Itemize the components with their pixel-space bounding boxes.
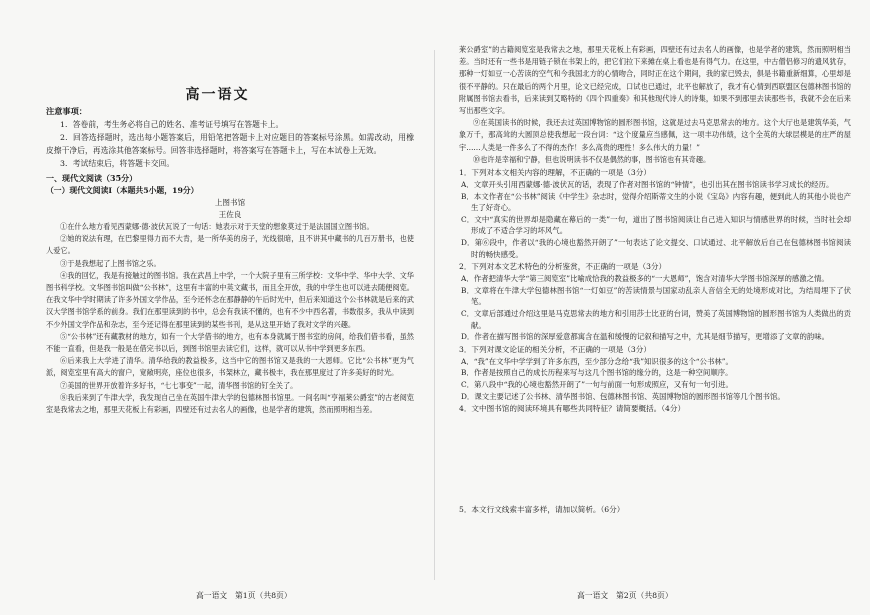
notice-item: 1．答卷前，考生务必将自己的姓名、准考证号填写在答题卡上。 [60,120,284,129]
question-option: C．文中“真实的世界却是隐藏在幕后的一类”一句，道出了图书馆阅读让自己进入知识与情感世界的时候，当时社会却形成了不适合学习的坏风气。 [461,214,851,236]
article-paragraph: ⑩也许是幸福和宁静，但也说明读书不仅是偶然的事，图书馆也有其奇趣。 [473,154,711,164]
question-stem: 3．下列对课文论证的相关分析，不正确的一项是（3分） [459,344,651,354]
right-page-body [459,44,851,516]
page-footer: 高一语文 第2页（共8页） [577,591,673,600]
question-option: B．文章将在牛津大学包德林图书馆“一灯如豆”的苦读情景与国家动乱亲人音信全无的处境形成对比，为结局埋下了伏笔。 [461,285,851,307]
article-paragraph: ①在什么地方看见西蒙娜·德·波伏瓦说了一句话：她表示对于天堂的想象莫过于是法国国立图书馆。 [60,222,374,231]
question-option: C．文章后部通过介绍这里是马克思常去的地方和引用莎士比亚的台词，赞美了英国博物馆的圆形图书馆为人类做出的贡献。 [461,308,851,330]
question-option: B．本文作者在“公书林”阅读《中学生》杂志时，觉得介绍斯蒂文生的小说《宝岛》内容有趣，便到此人的其他小说也产生了好奇心。 [461,191,851,213]
answer-space [459,415,851,503]
page-title: 高一语文 [185,87,250,103]
section-heading: 一、现代文阅读（35分） [46,173,138,183]
notice-item: 3．考试结束后，将答题卡交回。 [60,159,175,168]
question-option: C．第八段中“我的心境也豁然开朗了”一句与前面一句形成照应，又有句一句引进。 [461,379,733,389]
article-title: 上图书馆 [214,198,246,207]
article-paragraph: ⑨在英国读书的时候，我还去过英国博物馆的圆形图书馆，这就是过去马克思常去的地方。这个大厅也是建筑华美，气象万千，那高耸的大圆顶总使我想起一段台词：“这个度量应当感佩，这一项丰功伟绩，这个全英的大球层模是的庄严的屋宇……人类是一件多么了不得的杰作！多么高贵的理性！多么伟大的力量！” [459,118,851,152]
right-page [435,0,870,615]
article-paragraph: ④我的回忆，我是有接触过的图书馆。我在武昌上中学，一个大院子里有三所学校：文华中学、华中大学、文华图书科学校。文华图书馆叫做“公书林”，这里有丰富的中英文藏书，而且全开放，我的中学生也可以进去随便阅览。在我文华中学时期读了许多外国文学作品，至今还怀念在那静静的午后时光中，但后来知道这个公书林就是后来的武汉大学图书馆学系的前身。我们在那里读到的书中，总会有我读不懂的，也有不少中西名著，书数很多，我从中读到不少外国文学作品和杂志，至今还记得在那里读到的某些书刊，是从这里开始了我对文学的兴趣。 [46,270,414,329]
article-paragraph: 莱公爵室”的古籍阅览室是我常去之地，那里天花板上有彩画，四壁还有过去名人的画像，也是学者的建筑，然而照明相当差。当时还有一些书是用链子锁在书架上的，把它们拉下来摊在桌上看也是有得气力。在这里，中古僧侣修习的遗风犹存，那种一灯如豆一心苦读的空气和今我国北方的心情吻合，同时正在这个期间，我的家已毁去，俱是书籍重新细算，心里却是很不平静的。只在最后的两个月里，论文已经完成，口试也已通过，北平也解放了，我才有心情到西联盟区包德林图书馆的附属图书馆去看书，后来读到艾略特的《四个四重奏》和其他现代诗人的诗集，如果不到那里去读那些书，我就不会在后来写出那些文字。 [459,45,851,116]
article-paragraph: ⑤“公书林”还有藏教材的地方，如有一个大学借书的地方，也有本身就属于图书室的房间，给我们借书看，虽然不能一直看，但是我一般是在借完书以后，到图书馆里去读它们，这样，就可以从书中学到更多东西。 [46,331,414,354]
question-stem: 1．下列对本文相关内容的理解，不正确的一项是（3分） [459,168,651,178]
page-footer: 高一语文 第1页（共8页） [196,591,292,600]
subsection-heading: （一）现代文阅读Ⅰ（本题共5小题，19分） [46,186,199,195]
question-stem: 2．下列对本文艺术特色的分析鉴赏，不正确的一项是（3分） [459,262,667,272]
left-page-body [46,104,414,416]
question-stem: 4．文中图书馆的阅读环境具有哪些共同特征？请简要概括。（4分） [459,404,686,414]
question-option: A．“我”在文华中学学到了许多东西，至少部分念给“我”知识很多的这个“公书林”。 [461,356,733,366]
question-option: D．作者在描写图书馆的深厚爱意都寓含在温和缓慢的记叙和描写之中，尤其是细节描写，更增添了文章的韵味。 [461,332,830,342]
notice-heading: 注意事项： [46,106,87,116]
article-paragraph: ⑧我后来到了牛津大学，我发现自己坐在英国牛津大学的包德林图书馆里。一间名叫“亨福莱公爵室”的古老阅览室是我常去之地，那里天花板上有彩画，四壁还有过去名人的画像，也是学者的建筑，然而照明相当差。 [46,392,414,415]
article-paragraph: ⑥后来我上大学进了清华。清华给我的教益极多，这当中它的图书馆又是我的一大恩师。它比“公书林”更为气派，阅览室里有高大的窗户，宽敞明亮，座位也很多，书架林立，藏书极丰，我在那里度过了许多美好的时光。 [46,356,414,378]
article-author: 王佐良 [218,210,242,219]
question-option: D．第⑥段中，作者以“我的心境也豁然开朗了”一句表达了论文提交、口试通过、北平解放后自己在包德林图书馆阅读时的畅快感受。 [461,238,851,259]
article-paragraph: ③于是我想起了上图书馆之乐。 [60,258,161,268]
question-option: D．课文主要记述了公书林、清华图书馆、包德林图书馆、英国博物馆的圆形图书馆等几个图书馆。 [461,391,785,401]
question-option: A．作者把清华大学“第三阅览室”比喻成恰我的教益极多的“一大恩师”，饱含对清华大学图书馆深厚的感激之情。 [461,274,829,284]
question-stem: 5．本文行文线索丰富多样，请加以简析。（6分） [459,505,625,515]
notice-item: 2．回答选择题时，选出每小题答案后，用铅笔把答题卡上对应题目的答案标号涂黑。如需改动，用橡皮擦干净后，再选涂其他答案标号。回答非选择题时，将答案写在答题卡上，写在本试卷上无效。 [46,133,414,155]
question-option: B．作者是按照自己的成长历程来写与这几个图书馆的缘分的，这是一种空间顺序。 [461,368,733,378]
article-paragraph: ②她的说法有理，在巴黎里得力而不大肯，是一所华美的房子，光线很暗，且不讲其中藏书的几百万册书，也使人爱它。 [46,234,414,256]
article-paragraph: ⑦美国的世界开放着许多好书，“七七事变”一起，清华图书馆的钉全关了。 [60,380,298,390]
question-option: A．文章开头引用西蒙娜·德·波伏瓦的话，表现了作者对图书馆的“钟情”，也引出其在图书馆读书学习成长的经历。 [461,180,834,190]
